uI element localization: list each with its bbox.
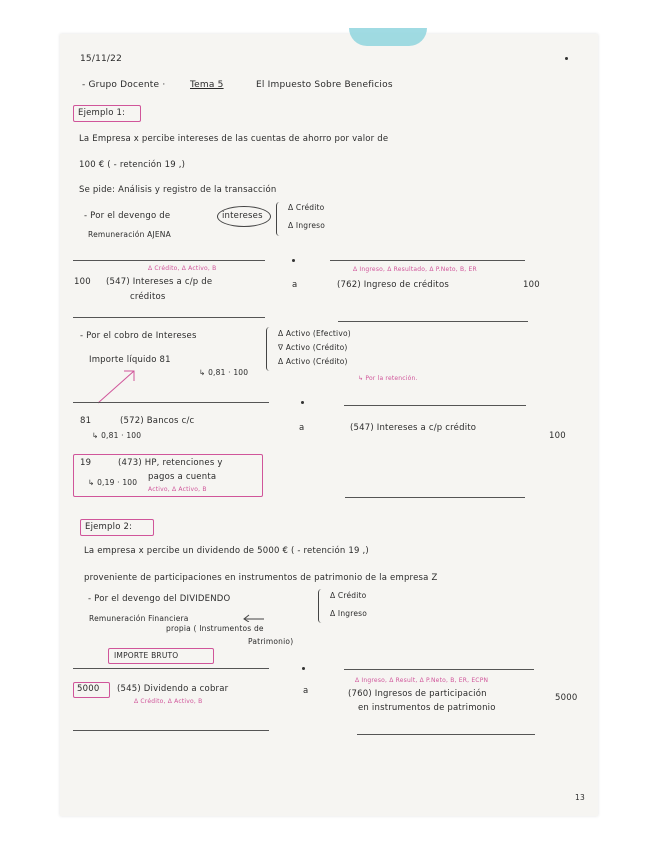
entry-2-amount: 81 [80,416,92,426]
brace-3-item-1: Δ Crédito [330,591,367,600]
entry-1-debit-1: (547) Intereses a c/p de [106,277,213,287]
devengo-line: - Por el devengo de [84,211,171,221]
header-tema: Tema 5 [190,80,224,90]
entry-4-amount: 5000 [77,684,100,694]
brace-1-item-1: Δ Crédito [288,203,325,212]
entry-1-bottom-right [338,321,528,322]
cobro-brace-1: Δ Activo (Efectivo) [278,329,351,338]
entry-2-calc: ↳ 0,81 · 100 [92,431,142,440]
washi-tape [349,28,427,46]
entry-4-dot [302,667,305,670]
entry-4-line-left [73,668,269,669]
example-2-statement-2: proveniente de participaciones en instrumentos de patrimonio de la empresa Z [84,573,438,583]
entry-2-dot [301,401,304,404]
entry-4-bottom-left [73,730,269,731]
cobro-brace-3: Δ Activo (Crédito) [278,357,348,366]
entry-1-debit-2: créditos [130,292,166,302]
remuneracion-3: Patrimonio) [248,637,294,646]
page-dot [565,57,568,60]
cobro-line: - Por el cobro de Intereses [80,331,197,341]
entry-2-credit: (547) Intereses a c/p crédito [350,423,477,433]
entry-4-credit-2: en instrumentos de patrimonio [358,703,496,713]
example-1-title: Ejemplo 1: [78,108,126,118]
entry-3-calc: ↳ 0,19 · 100 [88,478,138,487]
entry-3-debit-2: pagos a cuenta [148,472,217,482]
entry-1-pink-left: Δ Crédito, Δ Activo, B [148,265,217,272]
entry-3-debit-1: (473) HP, retenciones y [118,458,223,468]
brace-1-item-2: Δ Ingreso [288,221,326,230]
cobro-brace-2: ∇ Activo (Crédito) [278,343,348,352]
entry-4-line-right [344,669,534,670]
example-2-title: Ejemplo 2: [85,522,133,532]
retencion-note: ↳ Por la retención. [358,375,418,382]
entry-3-pink: Activo, Δ Activo, B [148,486,207,493]
entry-1-bottom-left [73,317,265,318]
remuneracion-ajena: Remuneración AJENA [88,230,171,239]
entry-1-credit: (762) Ingreso de créditos [337,280,449,290]
entry-4-pink-left: Δ Crédito, Δ Activo, B [134,698,203,705]
header-title: El Impuesto Sobre Beneficios [256,80,393,90]
importe-calc: ↳ 0,81 · 100 [199,368,249,377]
entry-2-credit-amount: 100 [549,431,566,441]
brace-3-item-2: Δ Ingreso [330,609,368,618]
entry-1-a: a [292,280,298,290]
entry-2-a: a [299,423,305,433]
entry-4-a: a [303,686,309,696]
devengo-word: intereses [222,211,263,221]
entry-3-amount: 19 [80,458,92,468]
date: 15/11/22 [80,54,123,64]
brace-3 [318,589,325,623]
arrow-icon [240,610,266,622]
brace-1 [276,202,283,236]
entry-3-line-right [345,497,525,498]
remuneracion-2: propia ( Instrumentos de [166,624,264,633]
importe-bruto: IMPORTE BRUTO [114,651,179,660]
entry-1-credit-amount: 100 [523,280,540,290]
entry-1-dot [292,259,295,262]
importe-liquido: Importe líquido 81 [89,355,171,365]
entry-1-line-left [73,260,265,261]
entry-4-bottom-right [357,734,535,735]
entry-4-credit-1: (760) Ingresos de participación [348,689,487,699]
entry-1-amount: 100 [74,277,91,287]
page-number: 13 [575,793,585,802]
remuneracion-1: Remuneración Financiera [89,614,189,623]
pink-arrow-icon [96,367,140,405]
entry-1-pink-right: Δ Ingreso, Δ Resultado, Δ P.Neto, B, ER [353,266,477,273]
entry-2-line-right [344,405,526,406]
entry-2-line-left [73,402,269,403]
example-1-request: Se pide: Análisis y registro de la transacción [79,185,277,195]
header-prefix: - Grupo Docente · [82,80,166,90]
brace-2 [266,327,273,371]
entry-4-credit-amount: 5000 [555,693,578,703]
entry-1-line-right [330,260,525,261]
entry-2-debit: (572) Bancos c/c [120,416,195,426]
dividendo-devengo: - Por el devengo del DIVIDENDO [88,594,231,604]
example-1-statement-2: 100 € ( - retención 19 ,) [79,160,186,170]
example-2-statement-1: La empresa x percibe un dividendo de 5000 € ( - retención 19 ,) [84,546,369,556]
entry-4-pink-right: Δ Ingreso, Δ Result, Δ P.Neto, B, ER, ECPN [355,677,489,684]
example-1-statement-1: La Empresa x percibe intereses de las cuentas de ahorro por valor de [79,134,389,144]
entry-4-debit: (545) Dividendo a cobrar [117,684,229,694]
